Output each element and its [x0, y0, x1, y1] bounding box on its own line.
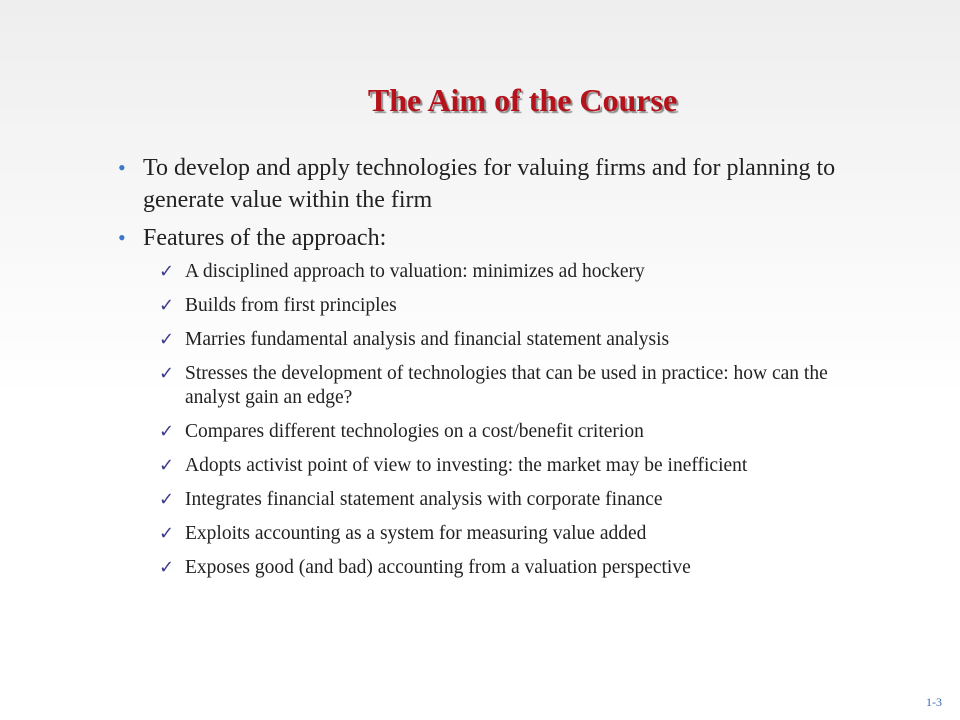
feature-item	[158, 294, 878, 318]
feature-text: Builds from first principles	[185, 295, 397, 316]
checkmark-icon: ✓	[159, 557, 175, 578]
checkmark-icon: ✓	[159, 329, 175, 350]
slide-body	[118, 152, 878, 590]
checkmark-icon: ✓	[159, 261, 175, 282]
checkmark-icon: ✓	[159, 421, 175, 442]
feature-text: Exposes good (and bad) accounting from a valuation perspective	[185, 557, 691, 578]
page-number: 1-3	[926, 695, 942, 709]
checkmark-icon: ✓	[159, 295, 175, 316]
bullet-text: To develop and apply technologies for valuing firms and for planning to generate value within the firm	[143, 155, 836, 213]
bullet-item	[118, 222, 878, 254]
feature-item	[158, 328, 878, 352]
feature-item	[158, 556, 878, 580]
feature-item	[158, 522, 878, 546]
feature-item	[158, 488, 878, 512]
feature-text: Marries fundamental analysis and financial statement analysis	[185, 329, 670, 350]
feature-list	[158, 260, 878, 580]
slide-title: The Aim of the Course	[367, 82, 678, 118]
checkmark-icon: ✓	[159, 489, 175, 510]
feature-item	[158, 260, 878, 284]
feature-text: Stresses the development of technologies that can be used in practice: how can the analyst gain an edge?	[185, 363, 828, 408]
checkmark-icon: ✓	[159, 363, 175, 384]
feature-item	[158, 420, 878, 444]
checkmark-icon: ✓	[159, 523, 175, 544]
feature-text: Integrates financial statement analysis with corporate finance	[185, 489, 663, 510]
feature-text: A disciplined approach to valuation: minimizes ad hockery	[185, 261, 645, 282]
bullet-item	[118, 152, 878, 216]
feature-text: Exploits accounting as a system for measuring value added	[185, 523, 647, 544]
feature-text: Adopts activist point of view to investing: the market may be inefficient	[185, 455, 748, 476]
bullet-text: Features of the approach:	[143, 225, 387, 251]
checkmark-icon: ✓	[159, 455, 175, 476]
bullet-dot-icon: •	[118, 225, 126, 250]
feature-item	[158, 362, 878, 410]
bullet-dot-icon: •	[118, 155, 126, 180]
feature-text: Compares different technologies on a cost/benefit criterion	[185, 421, 644, 442]
feature-item	[158, 454, 878, 478]
